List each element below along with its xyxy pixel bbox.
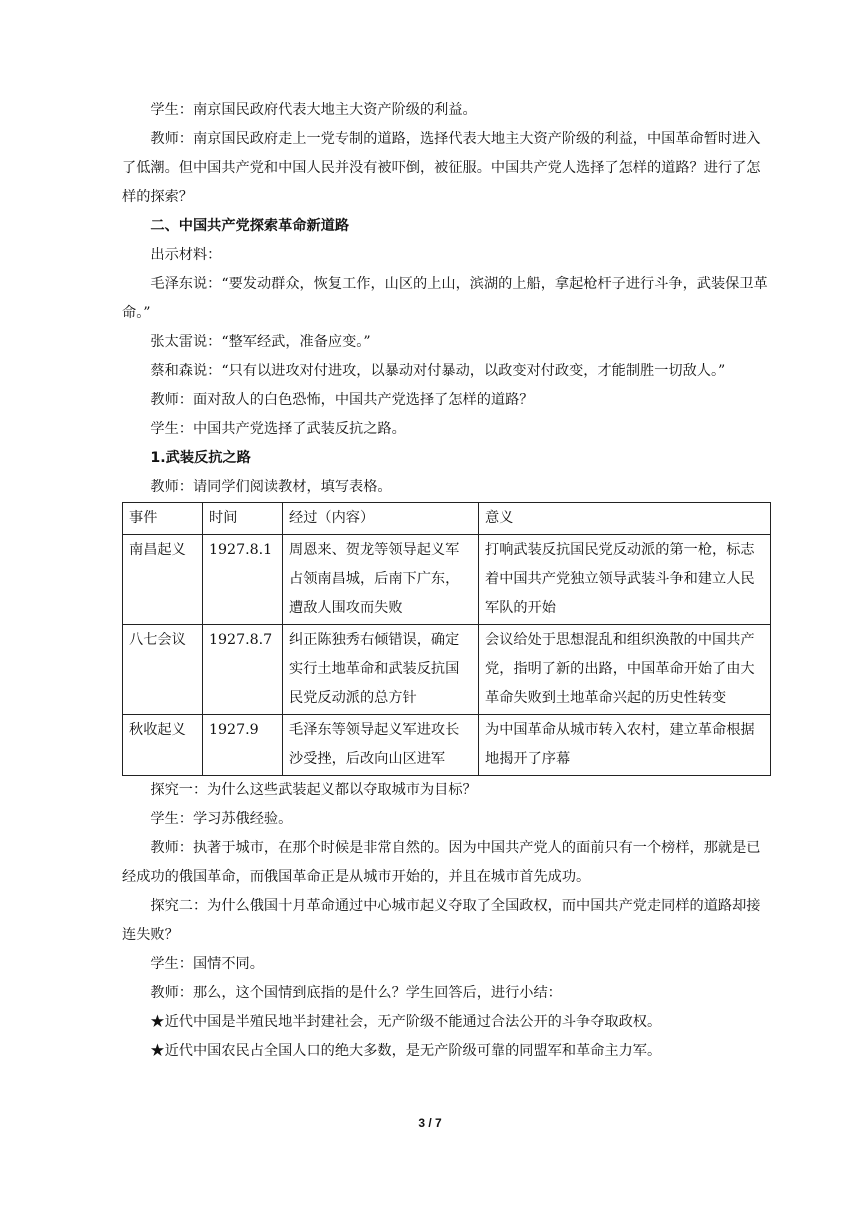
quote-zhang: 张太雷说：“整军经武，准备应变。” (150, 334, 371, 350)
paragraph: 学生：南京国民政府代表大地主大资产阶级的利益。 (150, 102, 477, 118)
table-row (123, 715, 771, 776)
page-body (122, 96, 770, 1066)
table-cell: 打响武装反抗国民党反动派的第一枪，标志着中国共产党独立领导武装斗争和建立人民军队的开始 (479, 535, 771, 625)
paragraph: 学生：国情不同。 (150, 956, 264, 972)
table-header-cell: 时间 (203, 503, 283, 535)
page-number: 3 / 7 (418, 1116, 442, 1130)
table-header-cell: 经过（内容） (283, 503, 479, 535)
table-header-row (123, 503, 771, 535)
paragraph: 教师：南京国民政府走上一党专制的道路，选择代表大地主大资产阶级的利益，中国革命暂时进入了低潮。但中国共产党和中国人民并没有被吓倒，被征服。中国共产党人选择了怎样的道路？进行了怎样的探索？ (122, 131, 761, 205)
table-cell: 南昌起义 (123, 535, 203, 625)
paragraph: 出示材料： (150, 247, 222, 263)
table-cell: 为中国革命从城市转入农村，建立革命根据地揭开了序幕 (479, 715, 771, 776)
subsection-heading: 1.武装反抗之路 (150, 450, 251, 466)
summary-point: ★近代中国农民占全国人口的绝大多数，是无产阶级可靠的同盟军和革命主力军。 (150, 1043, 662, 1059)
quote-mao: 毛泽东说：“要发动群众，恢复工作，山区的上山，滨湖的上船，拿起枪杆子进行斗争，武装保卫革命。” (122, 276, 768, 321)
table-cell: 毛泽东等领导起义军进攻长沙受挫，后改向山区进军 (283, 715, 479, 776)
paragraph: 教师：那么，这个国情到底指的是什么？学生回答后，进行小结： (150, 985, 562, 1001)
paragraph: 探究一：为什么这些武装起义都以夺取城市为目标？ (150, 782, 477, 798)
table-cell: 纠正陈独秀右倾错误，确定实行土地革命和武装反抗国民党反动派的总方针 (283, 625, 479, 715)
table-cell: 周恩来、贺龙等领导起义军占领南昌城，后南下广东，遭敌人围攻而失败 (283, 535, 479, 625)
table-row (123, 535, 771, 625)
paragraph: 教师：请同学们阅读教材，填写表格。 (150, 479, 392, 495)
table-header-cell: 事件 (123, 503, 203, 535)
table-cell: 1927.8.7 (203, 625, 283, 715)
paragraph: 学生：中国共产党选择了武装反抗之路。 (150, 421, 406, 437)
paragraph: 教师：执著于城市，在那个时候是非常自然的。因为中国共产党人的面前只有一个榜样，那就是已经成功的俄国革命，而俄国革命正是从城市开始的，并且在城市首先成功。 (122, 840, 761, 885)
table-row (123, 625, 771, 715)
table-cell: 会议给处于思想混乱和组织涣散的中国共产党，指明了新的出路，中国革命开始了由大革命失败到土地革命兴起的历史性转变 (479, 625, 771, 715)
table-cell: 1927.8.1 (203, 535, 283, 625)
table-header-cell: 意义 (479, 503, 771, 535)
quote-cai: 蔡和森说：“只有以进攻对付进攻，以暴动对付暴动，以政变对付政变，才能制胜一切敌人。” (150, 363, 726, 379)
paragraph: 学生：学习苏俄经验。 (150, 811, 293, 827)
section-heading: 二、中国共产党探索革命新道路 (150, 218, 350, 234)
table-cell: 八七会议 (123, 625, 203, 715)
summary-point: ★近代中国是半殖民地半封建社会，无产阶级不能通过合法公开的斗争夺取政权。 (150, 1014, 662, 1030)
events-table (122, 502, 771, 776)
paragraph: 教师：面对敌人的白色恐怖，中国共产党选择了怎样的道路？ (150, 392, 534, 408)
table-cell: 秋收起义 (123, 715, 203, 776)
paragraph: 探究二：为什么俄国十月革命通过中心城市起义夺取了全国政权，而中国共产党走同样的道路却接连失败？ (122, 898, 761, 943)
table-cell: 1927.9 (203, 715, 283, 776)
